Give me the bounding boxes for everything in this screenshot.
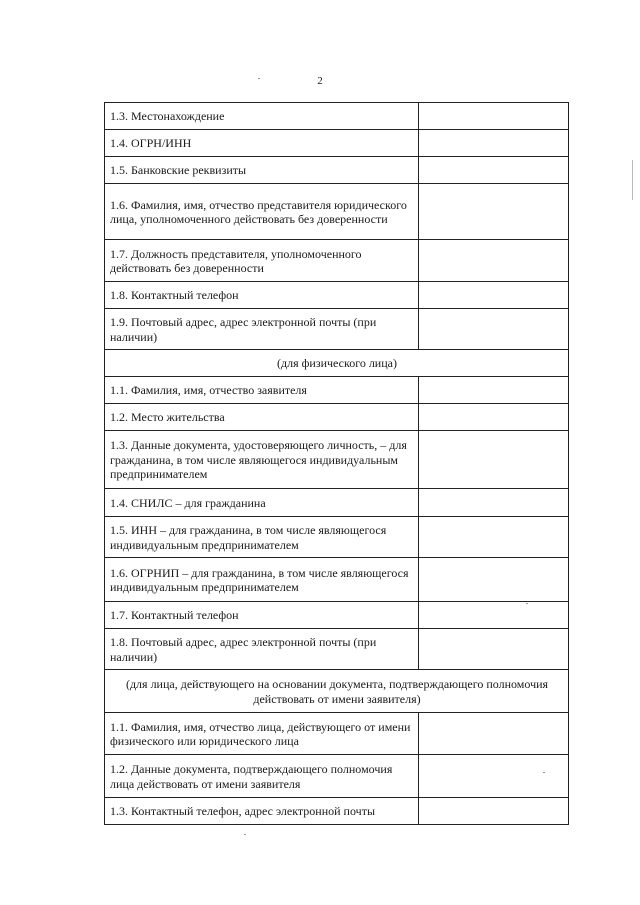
scan-speck bbox=[543, 772, 545, 773]
section-heading-representative: (для лица, действующего на основании документа, подтверждающего полномочия действовать от имени заявителя) bbox=[105, 670, 569, 713]
row-value-field[interactable] bbox=[419, 309, 569, 350]
table-row bbox=[105, 240, 569, 282]
scan-speck bbox=[244, 834, 246, 835]
table-row bbox=[105, 489, 569, 517]
scan-speck bbox=[258, 78, 260, 79]
table-row bbox=[105, 798, 569, 825]
table-row bbox=[105, 157, 569, 184]
section-heading-row bbox=[105, 350, 569, 377]
row-value-field[interactable] bbox=[419, 629, 569, 670]
table-row bbox=[105, 103, 569, 130]
applicant-info-table bbox=[104, 102, 569, 825]
row-value-field[interactable] bbox=[419, 798, 569, 825]
row-value-field[interactable] bbox=[419, 404, 569, 431]
table-row bbox=[105, 755, 569, 798]
table-row bbox=[105, 558, 569, 602]
row-label: 1.5. Банковские реквизиты bbox=[105, 157, 419, 184]
row-value-field[interactable] bbox=[419, 517, 569, 558]
row-value-field[interactable] bbox=[419, 240, 569, 282]
row-value-field[interactable] bbox=[419, 602, 569, 629]
row-label: 1.7. Должность представителя, уполномоченного действовать без доверенности bbox=[105, 240, 419, 282]
row-label: 1.4. СНИЛС – для гражданина bbox=[105, 489, 419, 517]
table-row bbox=[105, 309, 569, 350]
section-heading-individual: (для физического лица) bbox=[105, 350, 569, 377]
row-label: 1.2. Место жительства bbox=[105, 404, 419, 431]
row-value-field[interactable] bbox=[419, 558, 569, 602]
row-label: 1.8. Контактный телефон bbox=[105, 282, 419, 309]
table-row bbox=[105, 629, 569, 670]
row-label: 1.3. Местонахождение bbox=[105, 103, 419, 130]
table-row bbox=[105, 713, 569, 755]
row-value-field[interactable] bbox=[419, 755, 569, 798]
page-number: 2 bbox=[317, 75, 323, 87]
row-value-field[interactable] bbox=[419, 377, 569, 404]
row-label: 1.1. Фамилия, имя, отчество заявителя bbox=[105, 377, 419, 404]
table-row bbox=[105, 184, 569, 240]
row-value-field[interactable] bbox=[419, 489, 569, 517]
row-label: 1.1. Фамилия, имя, отчество лица, действующего от имени физического или юридического лица bbox=[105, 713, 419, 755]
row-label: 1.4. ОГРН/ИНН bbox=[105, 130, 419, 157]
row-label: 1.5. ИНН – для гражданина, в том числе являющегося индивидуальным предпринимателем bbox=[105, 517, 419, 558]
table-row bbox=[105, 377, 569, 404]
table-row bbox=[105, 517, 569, 558]
row-value-field[interactable] bbox=[419, 184, 569, 240]
row-value-field[interactable] bbox=[419, 713, 569, 755]
table-row bbox=[105, 282, 569, 309]
scan-speck bbox=[526, 603, 528, 604]
row-label: 1.9. Почтовый адрес, адрес электронной почты (при наличии) bbox=[105, 309, 419, 350]
table-row bbox=[105, 431, 569, 489]
row-label: 1.6. Фамилия, имя, отчество представителя юридического лица, уполномоченного действовать без доверенности bbox=[105, 184, 419, 240]
row-value-field[interactable] bbox=[419, 431, 569, 489]
table-row bbox=[105, 130, 569, 157]
row-value-field[interactable] bbox=[419, 103, 569, 130]
row-value-field[interactable] bbox=[419, 130, 569, 157]
row-label: 1.7. Контактный телефон bbox=[105, 602, 419, 629]
scan-speck bbox=[632, 160, 633, 200]
row-value-field[interactable] bbox=[419, 157, 569, 184]
row-label: 1.3. Данные документа, удостоверяющего личность, – для гражданина, в том числе являющегося индивидуальным предпринимателем bbox=[105, 431, 419, 489]
row-label: 1.3. Контактный телефон, адрес электронной почты bbox=[105, 798, 419, 825]
section-heading-row bbox=[105, 670, 569, 713]
row-label: 1.2. Данные документа, подтверждающего полномочия лица действовать от имени заявителя bbox=[105, 755, 419, 798]
row-label: 1.6. ОГРНИП – для гражданина, в том числе являющегося индивидуальным предпринимателем bbox=[105, 558, 419, 602]
table-row bbox=[105, 404, 569, 431]
table-row bbox=[105, 602, 569, 629]
row-label: 1.8. Почтовый адрес, адрес электронной почты (при наличии) bbox=[105, 629, 419, 670]
row-value-field[interactable] bbox=[419, 282, 569, 309]
